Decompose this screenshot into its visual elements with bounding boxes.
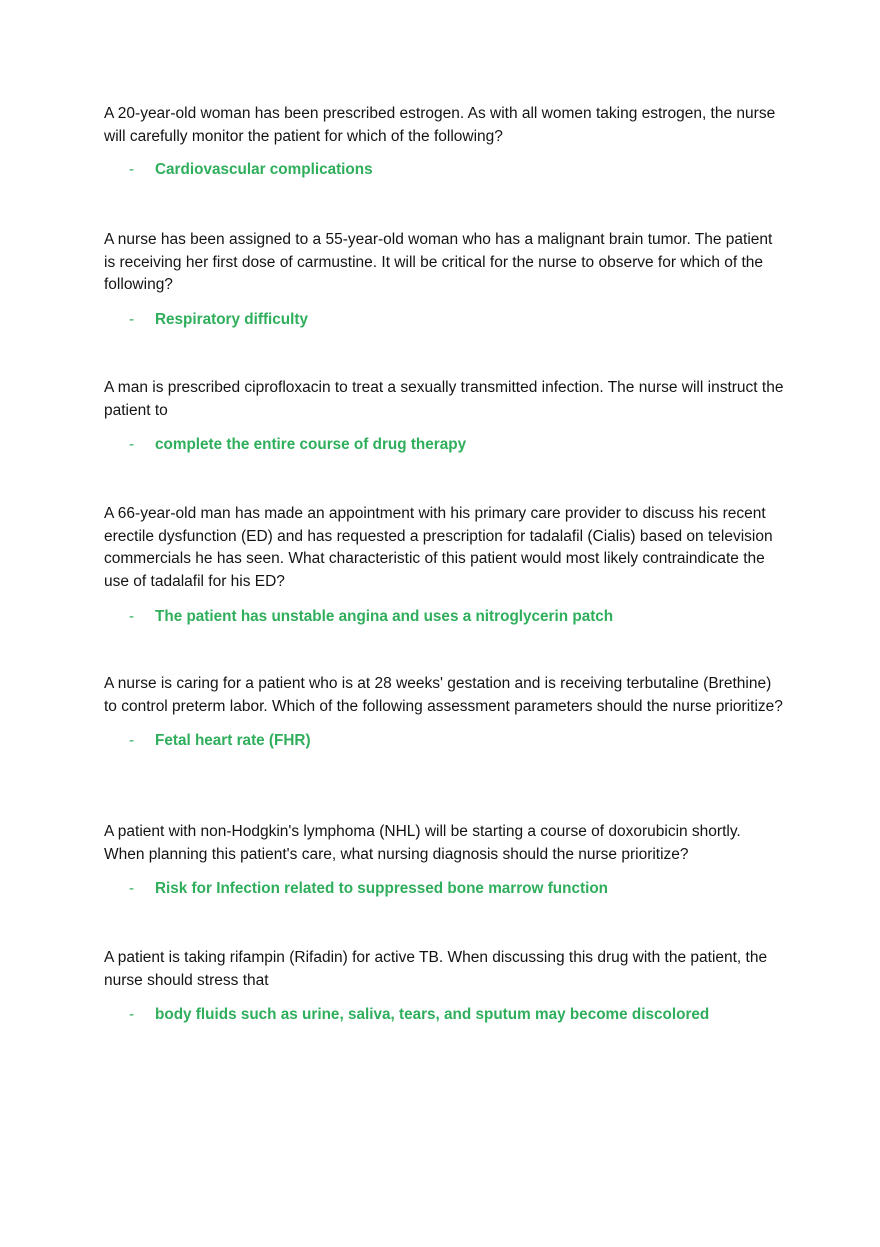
bullet-dash: - bbox=[129, 436, 135, 454]
question-text: A man is prescribed ciprofloxacin to treat a sexually transmitted infection. The nurse will instruct the patient to bbox=[104, 379, 784, 419]
answer-text bbox=[104, 434, 784, 456]
bullet-dash: - bbox=[129, 161, 135, 179]
question-text: A 20-year-old woman has been prescribed estrogen. As with all women taking estrogen, the nurse will carefully monitor the patient for which of the following? bbox=[104, 105, 776, 145]
answer-text bbox=[104, 606, 784, 628]
bullet-dash: - bbox=[129, 311, 135, 329]
qa-block-1 bbox=[104, 103, 784, 181]
qa-block-3 bbox=[104, 377, 784, 456]
qa-block-2 bbox=[104, 229, 784, 331]
qa-block-6 bbox=[104, 821, 784, 900]
answer-text bbox=[104, 878, 784, 900]
bullet-dash: - bbox=[129, 880, 135, 898]
answer-text bbox=[104, 730, 784, 752]
answer-label: The patient has unstable angina and uses a nitroglycerin patch bbox=[155, 607, 614, 625]
answer-text bbox=[104, 309, 784, 331]
question-text: A nurse is caring for a patient who is at 28 weeks' gestation and is receiving terbutaline (Brethine) to control preterm labor. Which of the following assessment parameters should the nurse prioritize? bbox=[104, 675, 783, 715]
qa-block-7 bbox=[104, 947, 784, 1026]
question-text: A nurse has been assigned to a 55-year-old woman who has a malignant brain tumor. The patient is receiving her first dose of carmustine. It will be critical for the nurse to observe for which of the following? bbox=[104, 231, 773, 294]
answer-label: Respiratory difficulty bbox=[155, 311, 308, 329]
question-text: A 66-year-old man has made an appointment with his primary care provider to discuss his recent erectile dysfunction (ED) and has requested a prescription for tadalafil (Cialis) based on television commercials he has seen. What characteristic of this patient would most likely contraindicate the use of tadalafil for his ED? bbox=[104, 505, 773, 591]
answer-label: Risk for Infection related to suppressed bone marrow function bbox=[155, 880, 609, 898]
answer-label: Fetal heart rate (FHR) bbox=[155, 732, 311, 750]
answer-label: complete the entire course of drug therapy bbox=[155, 436, 467, 454]
bullet-dash: - bbox=[129, 1006, 135, 1024]
question-text: A patient is taking rifampin (Rifadin) for active TB. When discussing this drug with the patient, the nurse should stress that bbox=[104, 949, 768, 989]
answer-text bbox=[104, 1004, 784, 1026]
answer-text bbox=[104, 159, 784, 181]
answer-label: Cardiovascular complications bbox=[155, 161, 373, 179]
answer-label: body fluids such as urine, saliva, tears, and sputum may become discolored bbox=[155, 1006, 710, 1024]
question-text: A patient with non-Hodgkin's lymphoma (NHL) will be starting a course of doxorubicin shortly. When planning this patient's care, what nursing diagnosis should the nurse prioritize? bbox=[104, 823, 741, 863]
bullet-dash: - bbox=[129, 732, 135, 750]
qa-block-5 bbox=[104, 673, 784, 752]
bullet-dash: - bbox=[129, 607, 135, 625]
qa-block-4 bbox=[104, 503, 784, 628]
